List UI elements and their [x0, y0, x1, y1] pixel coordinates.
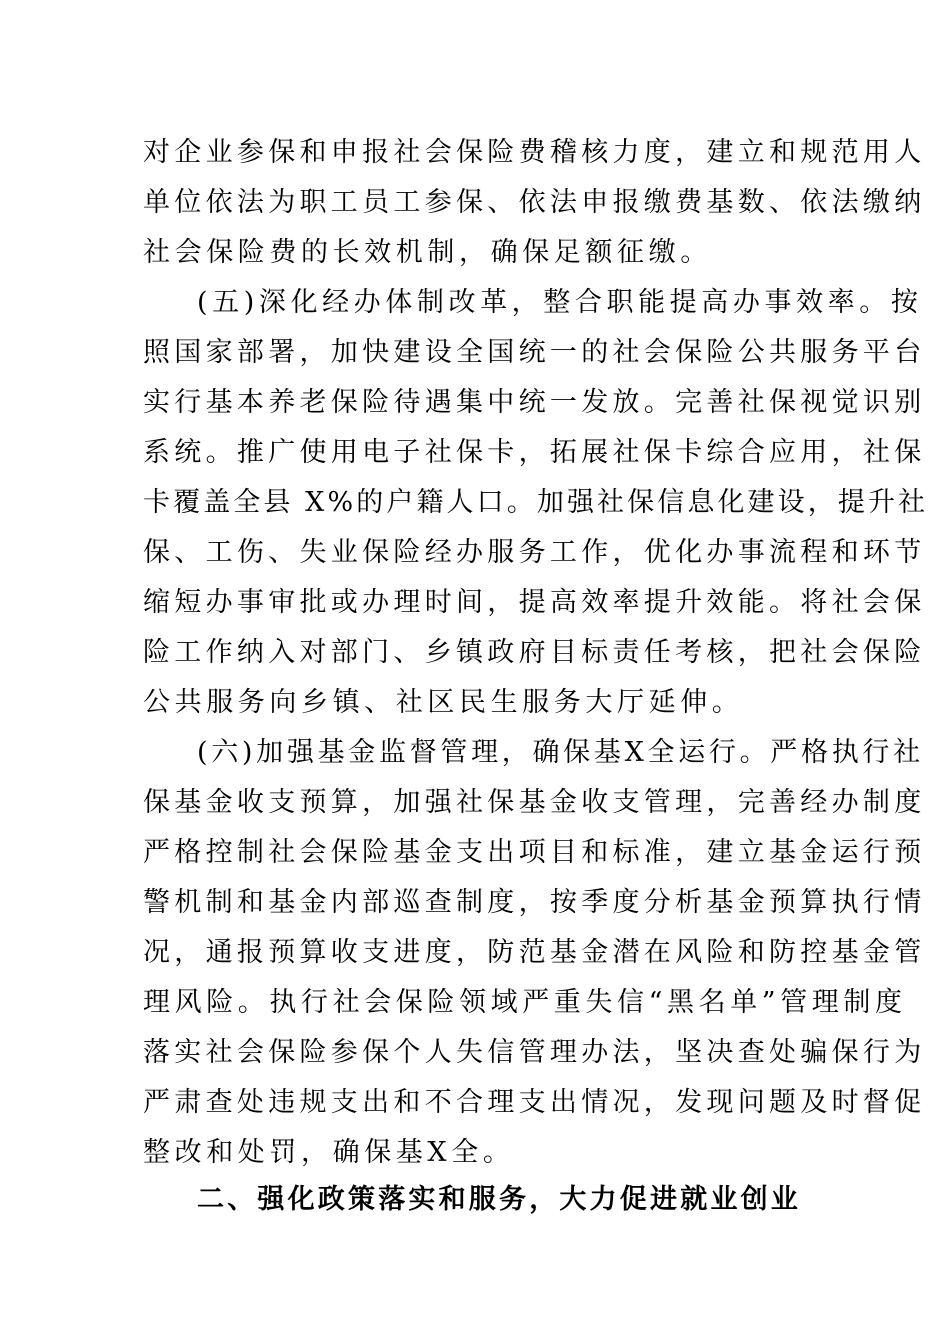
text-line: 卡覆盖全县 X%的户籍人口。加强社保信息化建设，提升社 [143, 487, 929, 518]
text-line: 严格控制社会保险基金支出项目和标准，建立基金运行预 [143, 837, 926, 868]
text-line: 保基金收支预算，加强社保基金收支管理，完善经办制度 [143, 787, 926, 818]
text-line: 警机制和基金内部巡查制度，按季度分析基金预算执行情 [143, 887, 926, 918]
text-line: 公共服务向乡镇、社区民生服务大厅延伸。 [143, 687, 744, 718]
text-line: 照国家部署，加快建设全国统一的社会保险公共服务平台 [143, 337, 926, 368]
text-line: 实行基本养老保险待遇集中统一发放。完善社保视觉识别 [143, 387, 926, 418]
text-line: 险工作纳入对部门、乡镇政府目标责任考核，把社会保险 [143, 637, 926, 668]
text-line: 理风险。执行社会保险领域严重失信“黑名单”管理制度 [143, 987, 907, 1018]
text-line: 对企业参保和申报社会保险费稽核力度，建立和规范用人 [143, 137, 926, 168]
text-line: 落实社会保险参保个人失信管理办法，坚决查处骗保行为 [143, 1037, 926, 1068]
text-line: 社会保险费的长效机制，确保足额征缴。 [143, 237, 712, 268]
text-line: 况，通报预算收支进度，防范基金潜在风险和防控基金管 [143, 937, 926, 968]
text-line: 缩短办事审批或办理时间，提高效率提升效能。将社会保 [143, 587, 926, 618]
text-line: 严肃查处违规支出和不合理支出情况，发现问题及时督促 [143, 1087, 926, 1118]
paragraph-start-line: (五)深化经办体制改革，整合职能提高办事效率。按 [197, 287, 923, 318]
text-line: 整改和处罚，确保基X全。 [143, 1137, 515, 1168]
text-line: 系统。推广使用电子社保卡，拓展社保卡综合应用，社保 [143, 437, 926, 468]
text-line: 单位依法为职工员工参保、依法申报缴费基数、依法缴纳 [143, 187, 926, 218]
section-heading: 二、强化政策落实和服务，大力促进就业创业 [197, 1184, 801, 1215]
paragraph-start-line: (六)加强基金监督管理，确保基X全运行。严格执行社 [197, 737, 924, 768]
text-line: 保、工伤、失业保险经办服务工作，优化办事流程和环节 [143, 537, 926, 568]
